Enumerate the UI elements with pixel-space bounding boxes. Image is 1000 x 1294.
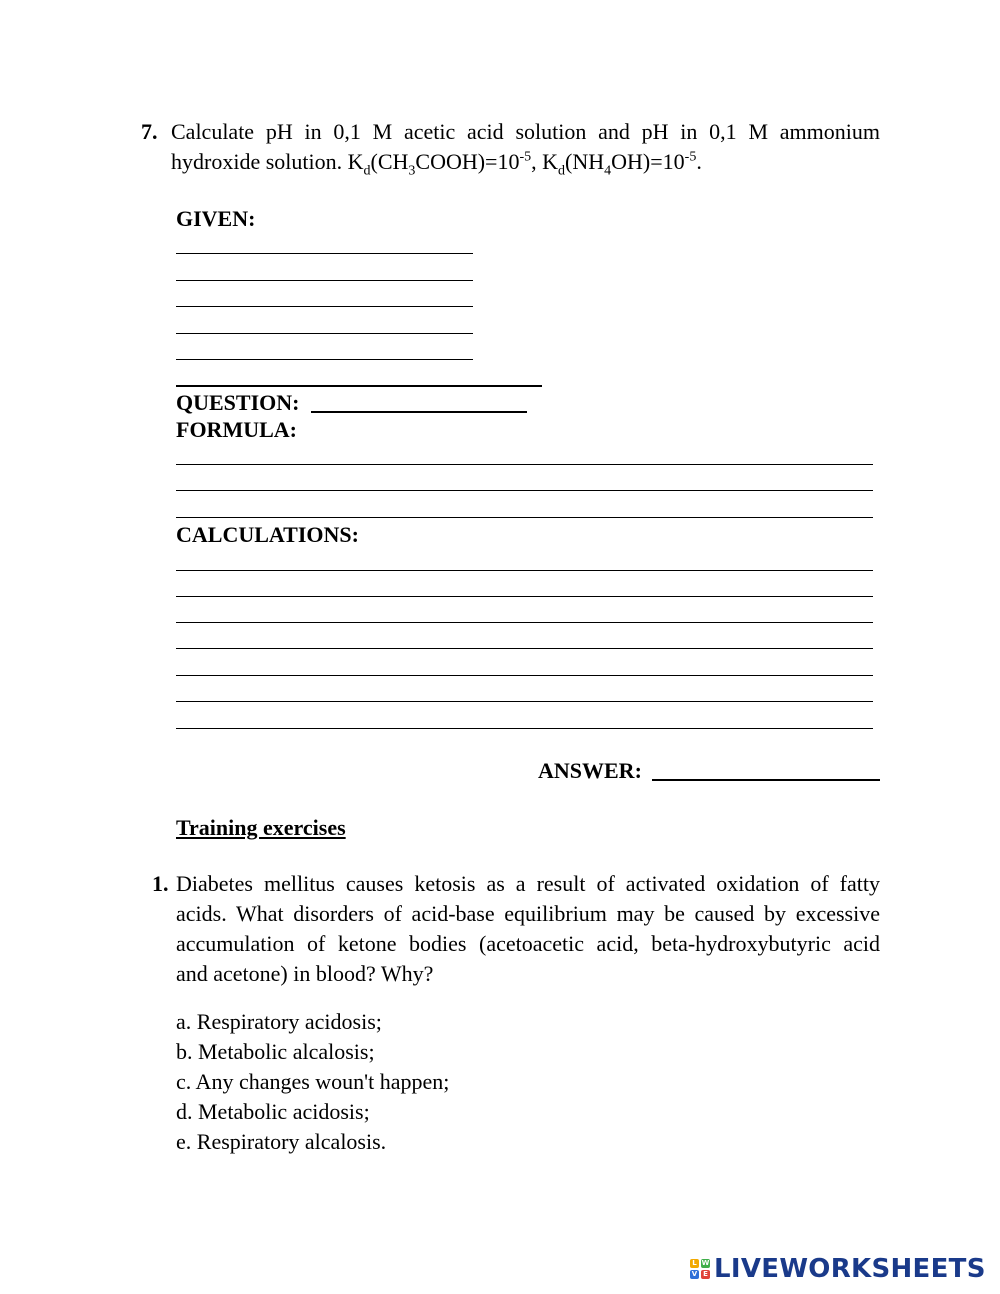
formula-answer-line[interactable] — [176, 517, 873, 518]
calculation-answer-line[interactable] — [176, 570, 873, 571]
given-answer-line[interactable] — [176, 253, 473, 254]
calculations-label: CALCULATIONS: — [176, 522, 359, 547]
answer-option-a[interactable]: a. Respiratory acidosis; — [176, 1009, 382, 1034]
liveworksheets-logo — [690, 1252, 986, 1286]
given-separator-line — [176, 385, 542, 387]
given-answer-line[interactable] — [176, 280, 473, 281]
question-label: QUESTION: — [176, 390, 300, 415]
question-text-line: Diabetes mellitus causes ketosis as a result of activated oxidation of fatty — [176, 871, 880, 896]
logo-tile: L — [690, 1259, 699, 1268]
question-text-line: accumulation of ketone bodies (acetoacetic acid, beta-hydroxybutyric acid — [176, 931, 880, 956]
logo-tile: V — [691, 1270, 698, 1278]
logo-tile: W — [701, 1259, 710, 1267]
liveworksheets-logo-icon — [690, 1259, 710, 1279]
calculation-answer-line[interactable] — [176, 648, 873, 649]
formula-label: FORMULA: — [176, 417, 297, 442]
question-number: 1. — [152, 871, 169, 896]
formula-answer-line[interactable] — [176, 490, 873, 491]
answer-option-d[interactable]: d. Metabolic acidosis; — [176, 1099, 370, 1124]
task-number: 7. — [141, 119, 158, 144]
answer-line[interactable] — [652, 779, 880, 781]
question-text-line: and acetone) in blood? Why? — [176, 961, 434, 986]
answer-option-b[interactable]: b. Metabolic alcalosis; — [176, 1039, 375, 1064]
question-row — [176, 388, 299, 418]
formula-answer-line[interactable] — [176, 464, 873, 465]
answer-option-c[interactable]: c. Any changes woun't happen; — [176, 1069, 450, 1094]
given-answer-line[interactable] — [176, 333, 473, 334]
question-answer-line[interactable] — [311, 411, 527, 413]
given-label: GIVEN: — [176, 206, 256, 231]
given-answer-line[interactable] — [176, 306, 473, 307]
calculation-answer-line[interactable] — [176, 675, 873, 676]
liveworksheets-logo-text: LIVEWORKSHEETS — [714, 1254, 986, 1284]
calculation-answer-line[interactable] — [176, 622, 873, 623]
section-heading: Training exercises — [176, 815, 346, 840]
calculation-answer-line[interactable] — [176, 596, 873, 597]
calculation-answer-line[interactable] — [176, 728, 873, 729]
question-text-line: acids. What disorders of acid-base equilibrium may be caused by excessive — [176, 901, 880, 926]
logo-tile: E — [701, 1270, 710, 1279]
calculation-answer-line[interactable] — [176, 701, 873, 702]
task-text-line-2: hydroxide solution. $K_d(CH_3COOH)=10^{-5}$, $K_d(NH_4OH)=10^{-5}$. — [171, 149, 702, 179]
answer-label: ANSWER: — [538, 758, 642, 783]
given-answer-line[interactable] — [176, 359, 473, 360]
answer-option-e[interactable]: e. Respiratory alcalosis. — [176, 1129, 387, 1154]
task-text-line-1: Calculate pH in 0,1 M acetic acid solution and pH in 0,1 M ammonium — [171, 119, 880, 144]
